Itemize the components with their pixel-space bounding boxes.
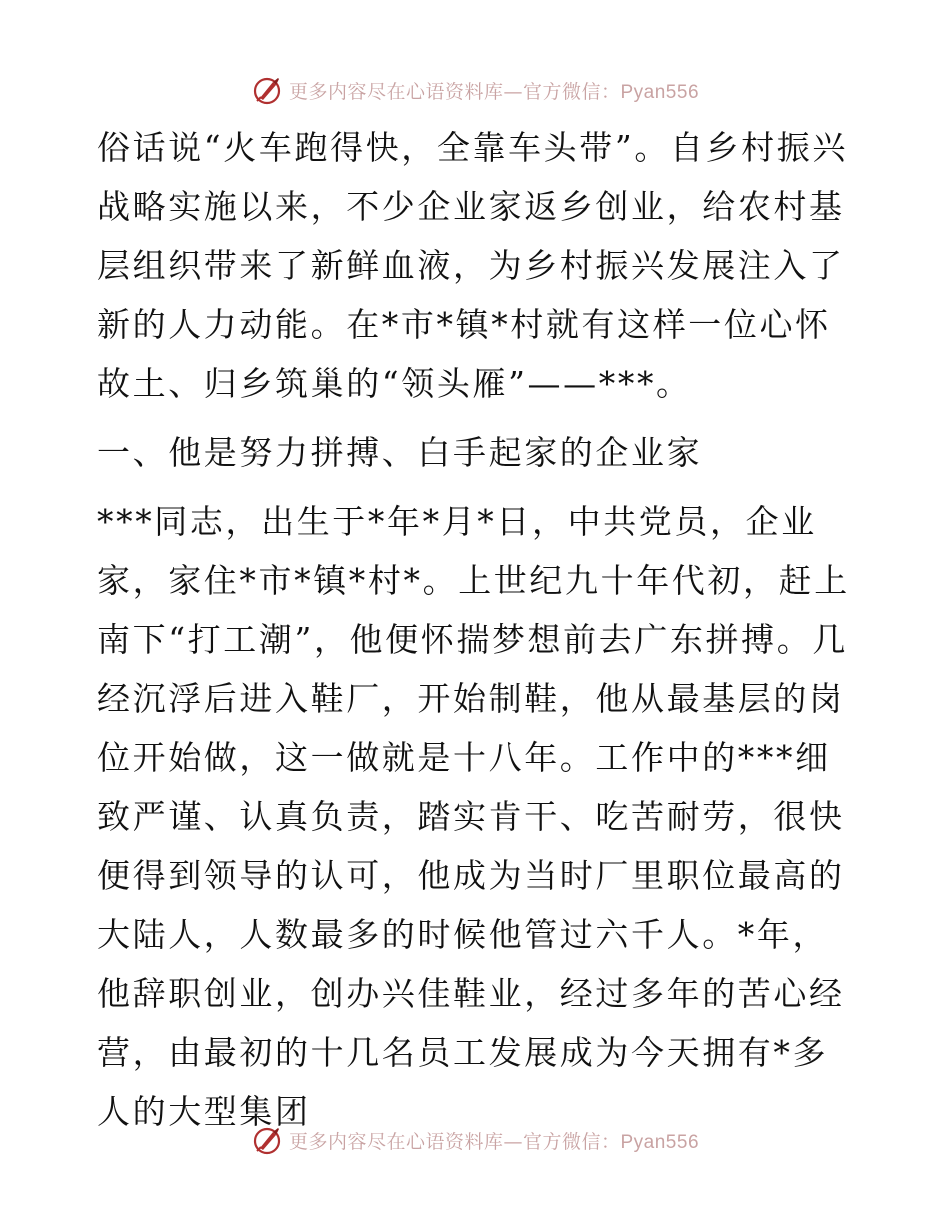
biography-paragraph: ***同志，出生于*年*月*日，中共党员，企业家，家住*市*镇*村*。上世纪九十年代初，赶上南下“打工潮”，他便怀揣梦想前去广东拼搏。几经沉浮后进入鞋厂，开始制鞋，他从最基层的岗位开始做，这一做就是十八年。工作中的***细致严谨、认真负责，踏实肯干、吃苦耐劳，很快便得到领导的认可，他成为当时厂里职位最高的大陆人，人数最多的时候他管过六千人。*年，他辞职创业，创办兴佳鞋业，经过多年的苦心经营，由最初的十几名员工发展成为今天拥有*多人的大型集团	[97, 502, 850, 1131]
document-body	[97, 118, 857, 1141]
intro-paragraph: 俗话说“火车跑得快，全靠车头带”。自乡村振兴战略实施以来，不少企业家返乡创业，给农村基层组织带来了新鲜血液，为乡村振兴发展注入了新的人力动能。在*市*镇*村就有这样一位心怀故土、归乡筑巢的“领头雁”——***。	[97, 128, 848, 403]
header-banner-text: 更多内容尽在心语资料库—官方微信：Pyan556	[288, 80, 700, 103]
footer-banner-text: 更多内容尽在心语资料库—官方微信：Pyan556	[288, 1130, 700, 1153]
footer-wechat-id: Pyan556	[620, 1131, 700, 1153]
footer-watermark-banner	[0, 1120, 950, 1160]
header-watermark-banner	[0, 70, 950, 110]
section-heading: 一、他是努力拼搏、白手起家的企业家	[97, 433, 703, 472]
header-wechat-id: Pyan556	[620, 81, 700, 103]
quill-pen-logo-icon	[251, 74, 283, 106]
quill-pen-logo-icon	[251, 1124, 283, 1156]
